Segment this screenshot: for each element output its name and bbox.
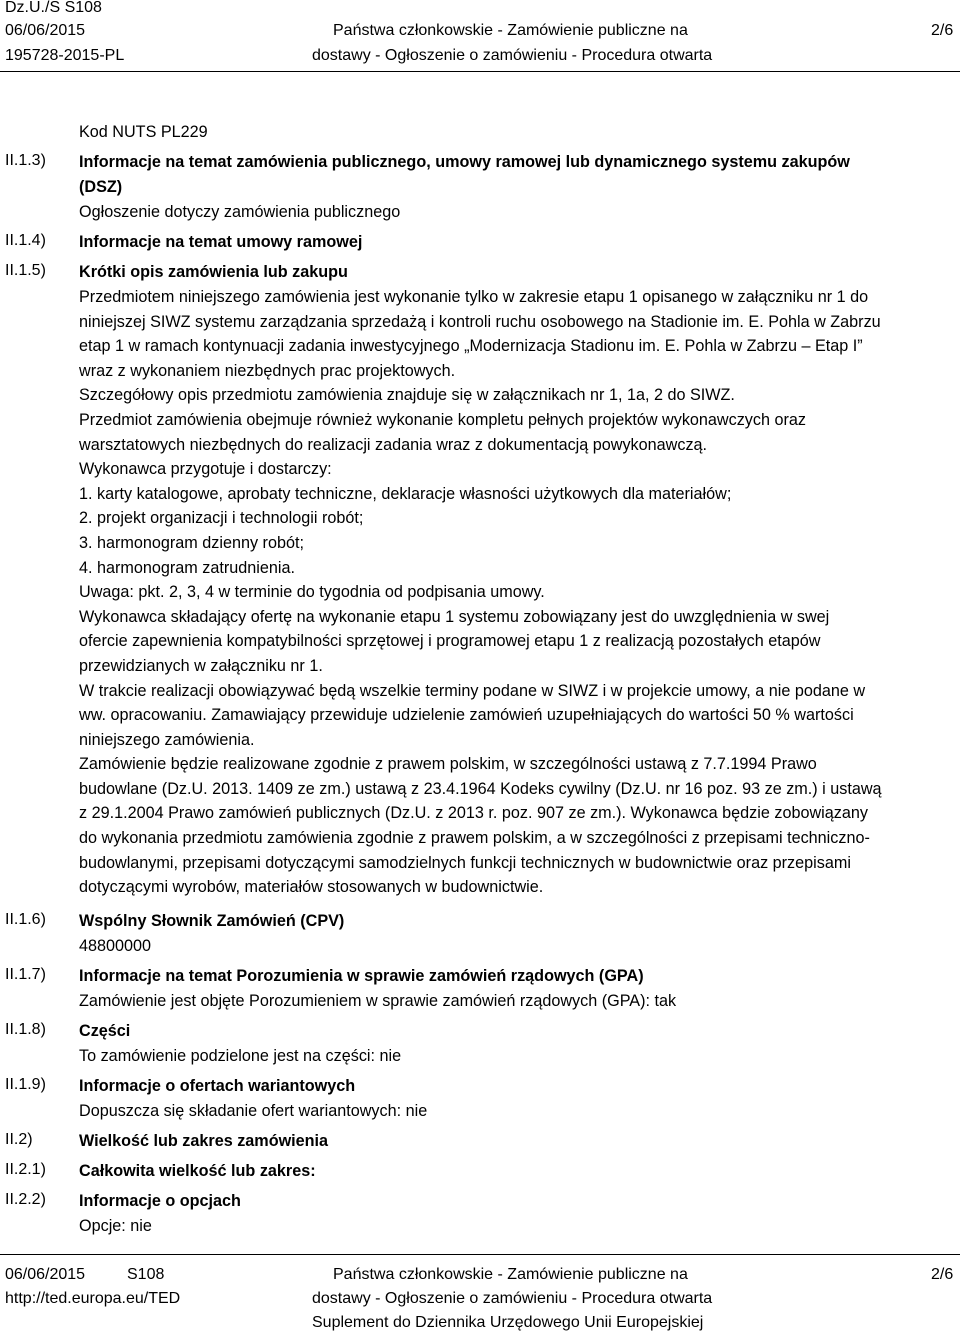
footer-page-number: 2/6 (931, 1266, 954, 1283)
description-line: z 29.1.2004 Prawo zamówień publicznych (Dz.U. z 2013 r. poz. 907 ze zm.). Wykonawca będzie zobowiązany (79, 804, 868, 823)
description-line: do wykonania przedmiotu zamówienia zgodnie z prawem polskim, a w szczególności z przepisami techniczno- (79, 829, 870, 848)
description-line: Wykonawca składający ofertę na wykonanie etapu 1 systemu zobowiązany jest do uwzględnienia w swej (79, 607, 830, 626)
section-number: II.1.5) (5, 262, 46, 279)
lots-text: To zamówienie podzielone jest na części: nie (79, 1047, 402, 1065)
info-heading (79, 150, 957, 199)
description-line: 1. karty katalogowe, aprobaty techniczne, deklaracje własności użytkowych dla materiałów; (79, 484, 732, 503)
description-line: Przedmiotem niniejszego zamówienia jest wykonanie tylko w zakresie etapu 1 opisanego w załączniku nr 1 do (79, 288, 869, 306)
section-number: II.1.4) (5, 232, 46, 249)
description-line: W trakcie realizacji obowiązywać będą wszelkie terminy podane w SIWZ i w projekcie umowy, a nie podane w (79, 681, 866, 700)
header-title-line2: dostawy - Ogłoszenie o zamówieniu - Procedura otwarta (312, 47, 713, 64)
description-line: Szczegółowy opis przedmiotu zamówienia znajduje się w załącznikach nr 1, 1a, 2 do SIWZ. (79, 386, 735, 405)
description-line: Zamówienie będzie realizowane zgodnie z prawem polskim, w szczególności ustawą z 7.7.1994 Prawo (79, 755, 817, 774)
description-line: Uwaga: pkt. 2, 3, 4 w terminie do tygodnia od podpisania umowy. (79, 583, 545, 602)
description-line: Wykonawca przygotuje i dostarczy: (79, 460, 332, 479)
footer-title-line2: dostawy - Ogłoszenie o zamówieniu - Procedura otwarta (312, 1290, 713, 1307)
header-page-number: 2/6 (931, 22, 954, 39)
description-line: przewidzianych w załączniku nr 1. (79, 656, 323, 675)
header-title-line1: Państwa członkowskie - Zamówienie publiczne na (333, 22, 688, 39)
section-number: II.1.9) (5, 1076, 46, 1093)
description-line: wraz z wykonaniem niezbędnych prac projektowych. (79, 361, 456, 380)
description-line: niniejszego zamówienia. (79, 730, 255, 749)
header-doc-id: Dz.U./S S108 (5, 0, 102, 16)
description-heading: Krótki opis zamówienia lub zakupu (79, 263, 348, 281)
header-ref: 195728-2015-PL (5, 47, 125, 64)
description-line: 3. harmonogram dzienny robót; (79, 533, 304, 552)
section-number: II.1.8) (5, 1021, 46, 1038)
section-number: II.1.6) (5, 911, 46, 928)
nuts-code: Kod NUTS PL229 (79, 123, 208, 141)
gpa-heading: Informacje na temat Porozumienia w sprawie zamówień rządowych (GPA) (79, 967, 644, 985)
footer-title-line3: Suplement do Dziennika Urzędowego Unii Europejskiej (312, 1314, 704, 1331)
description-line: ofercie zapewnienia kompatybilności sprzętowej i programowej etapu 1 z realizacją pozostałych etapów (79, 632, 821, 651)
description-line: etap 1 w ramach kontynuacji zadania inwestycyjnego „Modernizacja Stadionu im. E. Pohla w Zabrzu – Etap I” (79, 337, 863, 356)
options-text: Opcje: nie (79, 1217, 152, 1235)
section-number: II.1.3) (5, 152, 46, 169)
footer-title-line1: Państwa członkowskie - Zamówienie publiczne na (333, 1266, 688, 1283)
scope-heading: Wielkość lub zakres zamówienia (79, 1132, 329, 1150)
header-rule (0, 71, 960, 72)
header-date: 06/06/2015 (5, 22, 86, 39)
section-number: II.2) (5, 1131, 33, 1148)
info-heading-line: Informacje na temat zamówienia publicznego, umowy ramowej lub dynamicznego systemu zakupów (79, 153, 850, 171)
description-line: dotyczącymi wyrobów, materiałów stosowanych w budownictwie. (79, 878, 544, 897)
description-body (79, 285, 957, 900)
info-heading-line: (DSZ) (79, 177, 123, 196)
section-number: II.2.2) (5, 1191, 46, 1208)
framework-heading: Informacje na temat umowy ramowej (79, 233, 363, 251)
options-heading: Informacje o opcjach (79, 1192, 241, 1210)
variants-heading: Informacje o ofertach wariantowych (79, 1077, 356, 1095)
description-line: budowlanymi, przepisami dotyczącymi samodzielnych funkcji technicznych w budownictwie oraz przepisami (79, 853, 851, 872)
footer-rule (0, 1254, 960, 1255)
info-text: Ogłoszenie dotyczy zamówienia publicznego (79, 203, 401, 221)
description-line: Przedmiot zamówienia obejmuje również wykonanie kompletu pełnych projektów wykonawczych oraz (79, 410, 806, 429)
cpv-heading: Wspólny Słownik Zamówień (CPV) (79, 912, 345, 930)
cpv-code: 48800000 (79, 937, 152, 955)
gpa-text: Zamówienie jest objęte Porozumieniem w sprawie zamówień rządowych (GPA): tak (79, 992, 677, 1010)
description-line: budowlane (Dz.U. 2013. 1409 ze zm.) ustawą z 23.4.1964 Kodeks cywilny (Dz.U. nr 16 poz. 93 ze zm.) i ustawą (79, 779, 882, 798)
footer-url[interactable]: http://ted.europa.eu/TED (5, 1290, 181, 1307)
description-line: warsztatowych niezbędnych do realizacji zadania wraz z dokumentacją powykonawczą. (79, 435, 708, 454)
variants-text: Dopuszcza się składanie ofert wariantowych: nie (79, 1102, 428, 1120)
total-scope-heading: Całkowita wielkość lub zakres: (79, 1162, 316, 1180)
section-number: II.1.7) (5, 966, 46, 983)
section-number: II.2.1) (5, 1161, 46, 1178)
description-line: niniejszej SIWZ systemu zarządzania sprzedażą i kontroli ruchu osobowego na Stadionie im. E. Pohla w Zabrzu (79, 312, 881, 331)
description-line: ww. opracowaniu. Zamawiający przewiduje udzielenie zamówień uzupełniających do wartości 50 % wartości (79, 706, 854, 725)
footer-date: 06/06/2015 (5, 1266, 86, 1283)
description-line: 2. projekt organizacji i technologii robót; (79, 509, 364, 528)
footer-issue: S108 (127, 1266, 165, 1283)
lots-heading: Części (79, 1022, 131, 1040)
description-line: 4. harmonogram zatrudnienia. (79, 558, 295, 577)
